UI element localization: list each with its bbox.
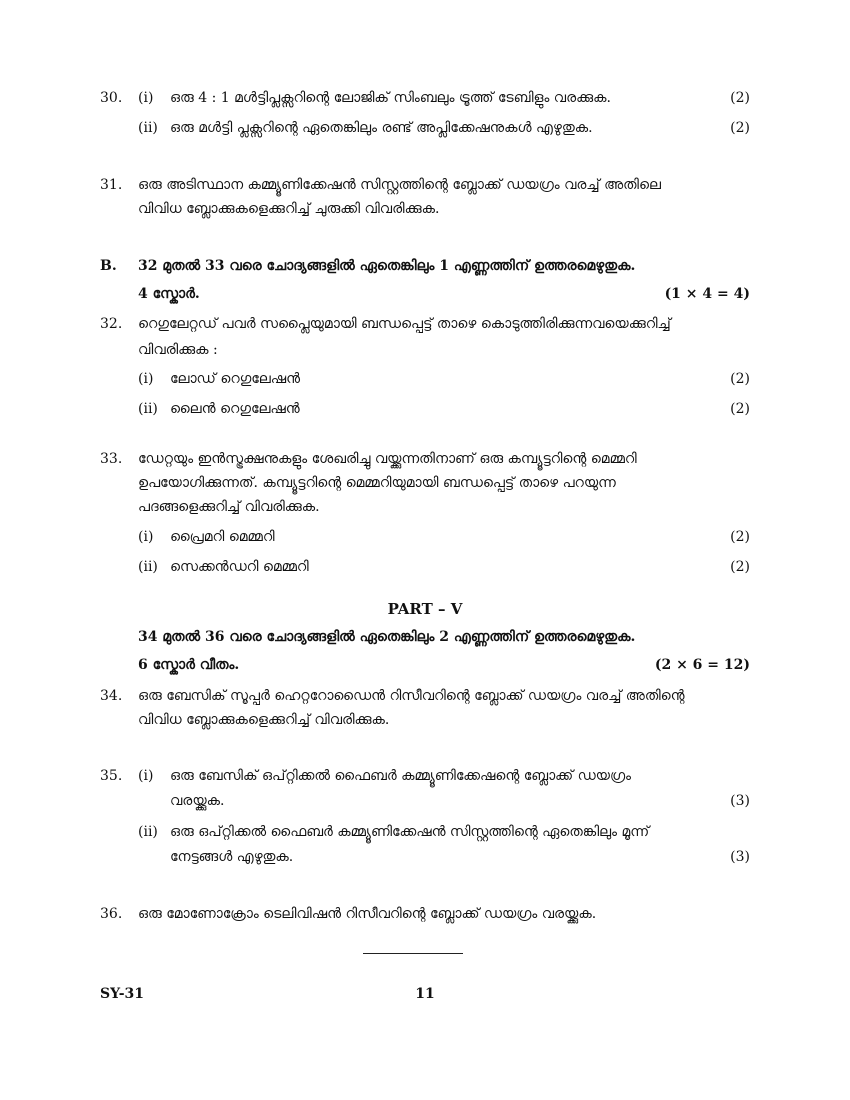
question-number: 31.	[100, 177, 123, 193]
subquestion-label: (ii)	[138, 401, 158, 417]
marks: (3)	[730, 849, 750, 865]
question-text: പ്രൈമറി മെമ്മറി	[170, 529, 275, 545]
question-text: വരയ്ക്കുക.	[170, 793, 225, 809]
subquestion-label: (i)	[138, 371, 154, 387]
marks: (3)	[730, 793, 750, 809]
question-text: പദങ്ങളെക്കുറിച്ച് വിവരിക്കുക.	[138, 499, 320, 515]
question-text: ഒരു ബേസിക് സൂപ്പർ ഹെറ്ററോഡൈൻ റിസീവറിന്റെ ബ്ലോക്ക് ഡയഗ്രം വരച്ച് അതിന്റെ	[138, 688, 685, 704]
question-text: വിവരിക്കുക :	[138, 342, 218, 358]
question-number: 35.	[100, 768, 123, 784]
question-text: നേട്ടങ്ങൾ എഴുതുക.	[170, 849, 294, 865]
marks: (2)	[730, 529, 750, 545]
subquestion-label: (ii)	[138, 120, 158, 136]
section-marks: (2 × 6 = 12)	[654, 657, 750, 673]
paper-code: SY-31	[100, 986, 144, 1002]
subquestion-label: (i)	[138, 768, 154, 784]
section-instruction: 32 മുതൽ 33 വരെ ചോദ്യങ്ങളിൽ ഏതെങ്കിലും 1 എണ്ണത്തിന് ഉത്തരമെഴുതുക.	[138, 258, 636, 274]
part-title: PART – V	[387, 600, 463, 618]
question-text: സെക്കൻഡറി മെമ്മറി	[170, 559, 309, 575]
question-text: ഒരു മോണോക്രോം ടെലിവിഷൻ റിസീവറിന്റെ ബ്ലോക്ക് ഡയഗ്രം വരയ്ക്കുക.	[138, 906, 597, 922]
marks: (2)	[730, 559, 750, 575]
marks: (2)	[730, 401, 750, 417]
question-text: ഡേറ്റയും ഇൻസ്ട്രക്ഷനുകളും ശേഖരിച്ചു വയ്ക്കുന്നതിനാണ് ഒരു കമ്പ്യൂട്ടറിന്റെ മെമ്മറി	[138, 451, 637, 467]
section-marks: (1 × 4 = 4)	[664, 286, 750, 302]
question-text: വിവിധ ബ്ലോക്കുകളെക്കുറിച്ച് ചുരുക്കി വിവരിക്കുക.	[138, 201, 440, 217]
question-text: ഒരു ബേസിക് ഒപ്റ്റിക്കൽ ഫൈബർ കമ്മ്യൂണിക്കേഷന്റെ ബ്ലോക്ക് ഡയഗ്രം	[170, 768, 632, 784]
section-label: B.	[100, 258, 117, 274]
question-number: 32.	[100, 316, 123, 332]
section-instruction: 34 മുതൽ 36 വരെ ചോദ്യങ്ങളിൽ ഏതെങ്കിലും 2 എണ്ണത്തിന് ഉത്തരമെഴുതുക.	[138, 629, 636, 645]
marks: (2)	[730, 120, 750, 136]
subquestion-label: (ii)	[138, 824, 158, 840]
subquestion-label: (i)	[138, 90, 154, 106]
question-number: 34.	[100, 688, 123, 704]
question-text: റെഗുലേറ്റഡ് പവർ സപ്ലൈയുമായി ബന്ധപ്പെട്ട് താഴെ കൊടുത്തിരിക്കുന്നവയെക്കുറിച്ച്	[138, 316, 671, 332]
question-number: 30.	[100, 90, 123, 106]
question-text: ലോഡ് റെഗുലേഷൻ	[170, 371, 301, 387]
question-text: ഒരു മൾട്ടി പ്ലക്സറിന്റെ ഏതെങ്കിലും രണ്ട് അപ്ലിക്കേഷനുകൾ എഴുതുക.	[170, 120, 593, 136]
question-text: ഉപയോഗിക്കുന്നത്. കമ്പ്യൂട്ടറിന്റെ മെമ്മറിയുമായി ബന്ധപ്പെട്ട് താഴെ പറയുന്ന	[138, 475, 616, 491]
marks: (2)	[730, 90, 750, 106]
question-text: ഒരു 4 : 1 മൾട്ടിപ്ലക്സറിന്റെ ലോജിക് സിംബലും ട്രൂത്ത് ടേബിളും വരക്കുക.	[170, 90, 611, 106]
question-number: 33.	[100, 451, 123, 467]
question-text: ഒരു ഒപ്റ്റിക്കൽ ഫൈബർ കമ്മ്യൂണിക്കേഷൻ സിസ്റ്റത്തിന്റെ ഏതെങ്കിലും മൂന്ന്	[170, 824, 650, 840]
end-divider	[363, 953, 463, 954]
question-text: ഒരു അടിസ്ഥാന കമ്മ്യൂണിക്കേഷൻ സിസ്റ്റത്തിന്റെ ബ്ലോക്ക് ഡയഗ്രം വരച്ച് അതിലെ	[138, 177, 661, 193]
question-text: ലൈൻ റെഗുലേഷൻ	[170, 401, 300, 417]
section-score: 6 സ്കോർ വീതം.	[138, 657, 240, 673]
question-text: വിവിധ ബ്ലോക്കുകളെക്കുറിച്ച് വിവരിക്കുക.	[138, 712, 390, 728]
section-score: 4 സ്കോർ.	[138, 286, 200, 302]
marks: (2)	[730, 371, 750, 387]
page-number: 11	[415, 986, 435, 1002]
question-number: 36.	[100, 906, 123, 922]
subquestion-label: (ii)	[138, 559, 158, 575]
subquestion-label: (i)	[138, 529, 154, 545]
